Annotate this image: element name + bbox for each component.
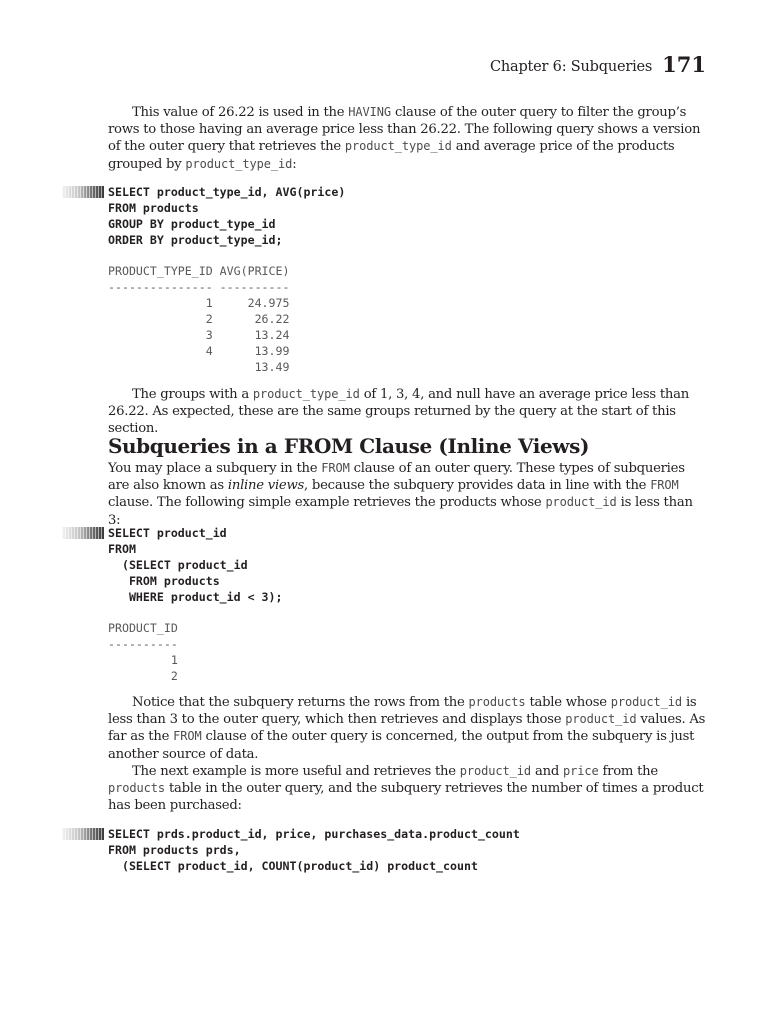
inline-code: products [468, 695, 526, 709]
text: : [292, 156, 297, 172]
code-listing-marker [62, 828, 104, 840]
inline-code: products [108, 781, 165, 796]
text: values. As far as the [108, 712, 706, 745]
text: , because the subquery provides data in line with the [304, 478, 651, 494]
query-result-product-id: PRODUCT_ID ---------- 1 2 [108, 621, 178, 683]
text: is less than 3 to the outer query, which then retrieves and displays those [108, 695, 697, 728]
text: of 1, 3, 4, and null have an average price less than 26.22. As expected, these are the same groups returned by the query at the start of this section. [108, 387, 689, 437]
text: is less than 3: [108, 495, 693, 528]
inline-code: FROM [321, 461, 350, 475]
paragraph-groups-result [108, 386, 708, 438]
text: clause of an outer query. These types of subqueries are also known as [108, 461, 685, 494]
code-listing-from-subquery: SELECT product_id FROM (SELECT product_id FROM products WHERE product_id < 3); [108, 526, 283, 604]
inline-code: product_id [459, 763, 532, 778]
inline-code: product_type_id [344, 139, 452, 154]
text: from the [598, 763, 658, 779]
code-listing-purchases: SELECT prds.product_id, price, purchases_data.product_count FROM products prds, (SELECT product_id, COUNT(product_id) product_count [108, 827, 520, 873]
text: You may place a subquery in the [108, 461, 322, 476]
text: clause. The following simple example retrieves the products whose [108, 495, 546, 511]
paragraph-inline-views-intro [108, 460, 708, 529]
text: table whose [525, 695, 611, 710]
code-listing-marker [62, 186, 104, 198]
inline-code: price [562, 763, 599, 778]
text: clause of the outer query is concerned, the output from the subquery is just another source of data. [108, 729, 695, 762]
inline-code: product_id [610, 695, 682, 709]
text: The groups with a [132, 387, 253, 402]
page-number: 171 [662, 52, 706, 77]
paragraph-having-explanation [108, 104, 708, 173]
chapter-title: Chapter 6: Subqueries [489, 59, 653, 75]
text: and average price of the products grouped by [108, 139, 675, 172]
inline-code: product_id [545, 495, 617, 510]
inline-code: product_id [565, 712, 637, 727]
emphasis-term: inline views [227, 478, 305, 494]
text: clause of the outer query to filter the group’s rows to those having an average price less than 26.22. The following query shows a version of the outer query that retrieves the [108, 105, 701, 155]
inline-code: HAVING [348, 105, 392, 119]
code-listing-group-by: SELECT product_type_id, AVG(price) FROM products GROUP BY product_type_id ORDER BY product_type_id; [108, 185, 346, 247]
text: Notice that the subquery returns the rows from the [132, 695, 469, 710]
query-result-avg-price: PRODUCT_TYPE_ID AVG(PRICE) --------------- ---------- 1 24.975 2 26.22 3 13.24 4 13.99 13.49 [108, 264, 290, 374]
inline-code: product_type_id [185, 156, 293, 171]
text: The next example is more useful and retrieves the [132, 763, 460, 779]
inline-code: product_type_id [252, 387, 360, 401]
inline-code: FROM [650, 478, 679, 493]
running-header [0, 52, 706, 77]
text: This value of 26.22 is used in the [132, 105, 349, 120]
paragraph-next-example [108, 763, 708, 815]
section-heading: Subqueries in a FROM Clause (Inline Views) [108, 434, 590, 458]
inline-code: FROM [173, 729, 202, 744]
code-listing-marker [62, 527, 104, 539]
text: and [531, 763, 563, 779]
paragraph-subquery-notice [108, 694, 708, 814]
text: table in the outer query, and the subquery retrieves the number of times a product has been purchased: [108, 781, 704, 814]
